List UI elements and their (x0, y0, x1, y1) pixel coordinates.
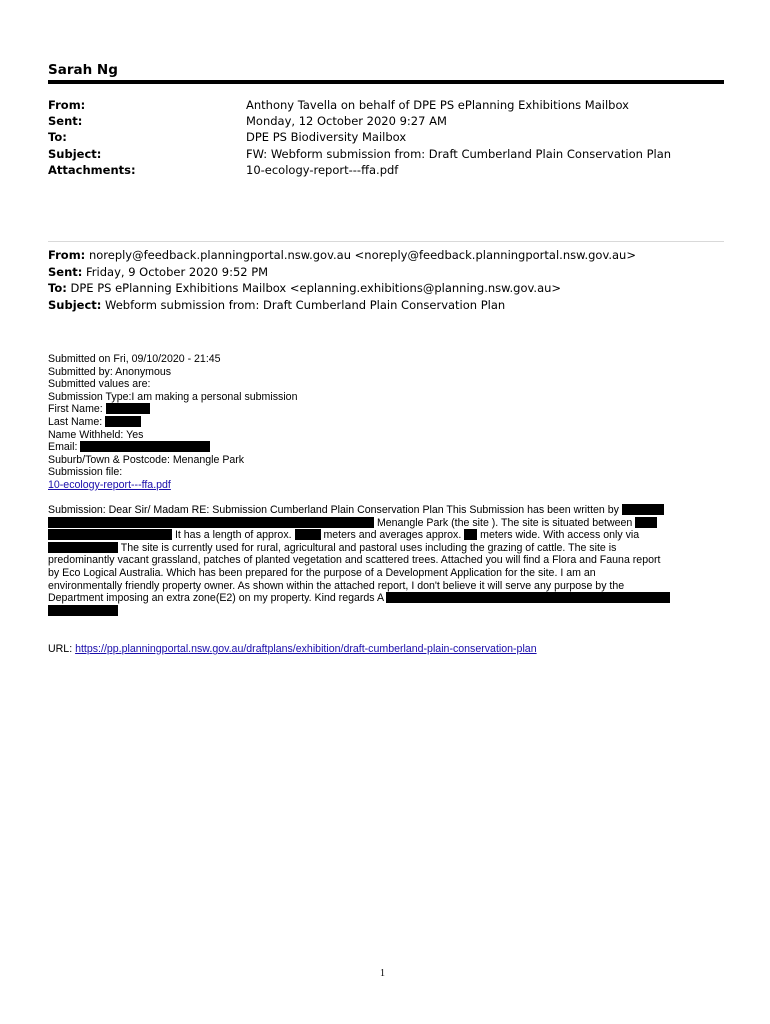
submission-type: Submission Type:I am making a personal submission (48, 390, 298, 403)
submission-body (48, 504, 728, 617)
email-label: Email: (48, 441, 78, 454)
submission-file-row (48, 479, 728, 492)
body-line (48, 517, 728, 530)
fwd-subject-label: Subject: (48, 297, 102, 312)
sender-name: Sarah Ng (48, 62, 118, 78)
fwd-sent-row (48, 264, 738, 281)
redaction-block (105, 416, 141, 427)
fwd-subject-value: Webform submission from: Draft Cumberland Plain Conservation Plan (105, 297, 506, 312)
from-value: Anthony Tavella on behalf of DPE PS ePlanning Exhibitions Mailbox (246, 98, 629, 112)
fwd-to-value: DPE PS ePlanning Exhibitions Mailbox <eplanning.exhibitions@planning.nsw.gov.au> (70, 281, 562, 295)
body-line (48, 592, 728, 605)
name-withheld: Name Withheld: Yes (48, 428, 144, 441)
fwd-from-row (48, 247, 738, 264)
body-text-segment: The site is currently used for rural, agricultural and pastoral uses including the grazing of cattle. The site is (120, 541, 617, 554)
redaction-block (48, 517, 374, 528)
last-name-row (48, 416, 728, 429)
body-text-segment: It has a length of approx. (174, 529, 292, 542)
body-text-segment: Submission: Dear Sir/ Madam RE: Submission Cumberland Plain Conservation Plan This Submission has been written by (48, 504, 619, 516)
subject-label: Subject: (48, 146, 102, 161)
header-sent-row (48, 113, 728, 129)
redaction-block (295, 529, 321, 540)
submitted-on: Submitted on Fri, 09/10/2020 - 21:45 (48, 353, 221, 365)
redaction-block (48, 605, 118, 616)
header-rule (48, 80, 724, 84)
attachments-label: Attachments: (48, 162, 136, 177)
fwd-to-row (48, 280, 738, 297)
url-label: URL: (48, 643, 73, 655)
forwarded-header (48, 247, 738, 313)
sent-label: Sent: (48, 114, 83, 129)
fwd-sent-label: Sent: (48, 264, 83, 279)
from-label: From: (48, 98, 86, 112)
header-to-row (48, 129, 728, 145)
fwd-from-label: From: (48, 248, 86, 262)
redaction-block (464, 529, 477, 540)
fwd-subject-row (48, 297, 738, 314)
body-line: by Eco Logical Australia. Which has been prepared for the purpose of a Development Application for the site. I am an (48, 566, 596, 579)
fwd-sent-value: Friday, 9 October 2020 9:52 PM (86, 264, 269, 279)
body-line: environmentally friendly property owner. As shown within the attached report, I don't believe it will serve any purpose by the (48, 579, 625, 592)
last-name-label: Last Name: (48, 415, 103, 428)
suburb: Suburb/Town & Postcode: Menangle Park (48, 453, 245, 466)
to-value: DPE PS Biodiversity Mailbox (246, 130, 407, 145)
submission-file-label: Submission file: (48, 466, 123, 479)
url-row (48, 643, 537, 655)
email-header (48, 97, 728, 178)
submission-file-link[interactable]: 10-ecology-report---ffa.pdf (48, 478, 171, 491)
body-text-segment: Menangle Park (the site ). The site is situated between (376, 516, 633, 529)
redaction-block (622, 504, 664, 515)
url-link[interactable]: https://pp.planningportal.nsw.gov.au/draftplans/exhibition/draft-cumberland-plain-conservation-plan (75, 643, 537, 655)
redaction-block (48, 542, 118, 553)
redaction-block (386, 592, 670, 603)
to-label: To: (48, 130, 67, 145)
attachments-value: 10-ecology-report---ffa.pdf (246, 162, 399, 177)
fwd-from-value: noreply@feedback.planningportal.nsw.gov.au <noreply@feedback.planningportal.nsw.gov.au> (88, 248, 636, 262)
fwd-to-label: To: (48, 281, 67, 295)
body-line (48, 542, 728, 555)
redaction-block (635, 517, 657, 528)
header-attachments-row (48, 162, 728, 178)
redaction-block (106, 403, 150, 414)
body-text-segment: meters wide. With access only via (480, 529, 640, 542)
sent-value: Monday, 12 October 2020 9:27 AM (246, 114, 447, 129)
body-text-segment: meters and averages approx. (323, 529, 462, 542)
submitted-values: Submitted values are: (48, 378, 151, 391)
body-text-segment: Department imposing an extra zone(E2) on my property. Kind regards A (48, 592, 384, 605)
body-line (48, 529, 728, 542)
header-from-row (48, 97, 728, 113)
first-name-label: First Name: (48, 403, 103, 416)
subject-value: FW: Webform submission from: Draft Cumberland Plain Conservation Plan (246, 146, 672, 161)
redaction-block (48, 529, 172, 540)
first-name-row (48, 403, 728, 416)
submission-meta (48, 353, 728, 492)
forward-separator (48, 241, 724, 242)
body-line: predominantly vacant grassland, patches of planted vegetation and scattered trees. Attached you will find a Flora and Fauna report (48, 554, 661, 567)
body-line (48, 605, 728, 618)
redaction-block (80, 441, 210, 452)
submitted-by: Submitted by: Anonymous (48, 365, 172, 378)
body-line (48, 504, 728, 517)
email-row (48, 441, 728, 454)
header-subject-row (48, 146, 728, 162)
page-number: 1 (380, 968, 385, 979)
